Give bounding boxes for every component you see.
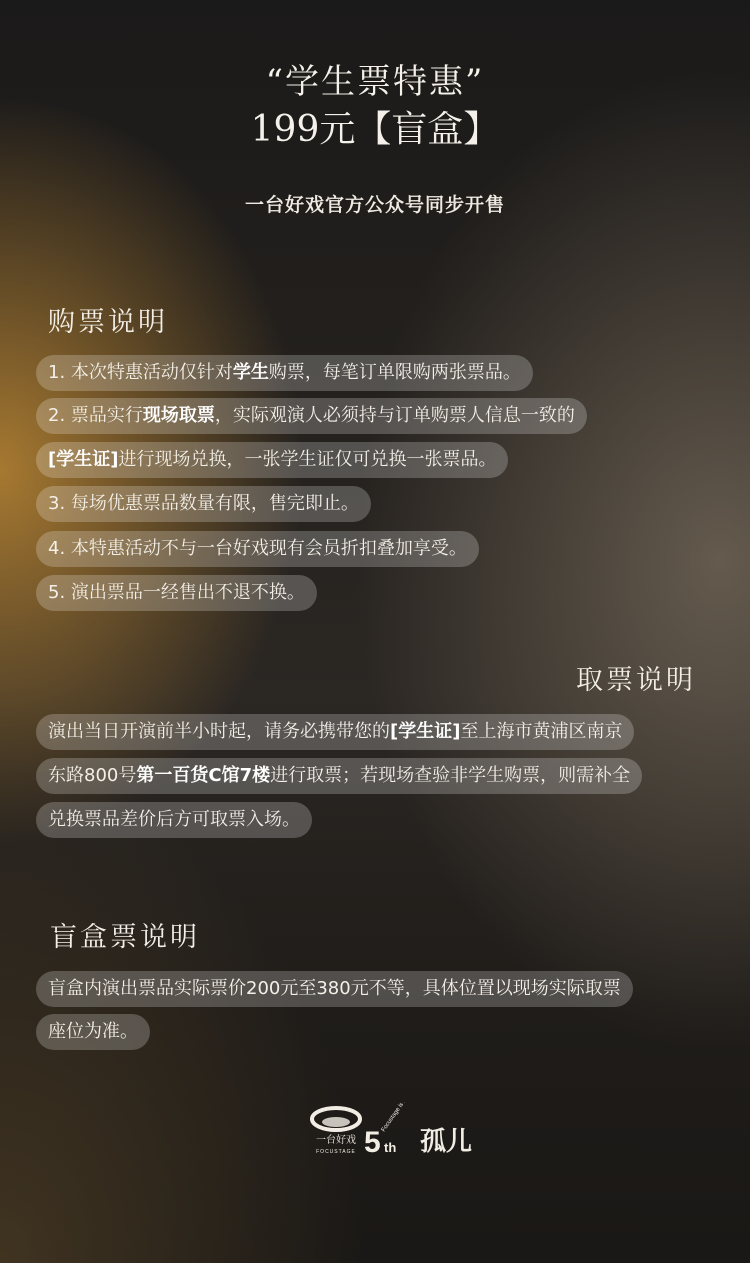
footer-logos <box>0 1102 750 1162</box>
anniversary-logo <box>364 1102 421 1159</box>
purchase-rule-4: 4. 本特惠活动不与一台好戏现有会员折扣叠加享受。 <box>36 531 479 567</box>
header <box>0 62 750 217</box>
show-title-text: 孤儿 <box>419 1127 473 1157</box>
promo-title: “学生票特惠” <box>265 62 485 102</box>
focustage-brand-sub: FOCUSTAGE <box>316 1149 356 1155</box>
blindbox-line-2: 座位为准。 <box>36 1014 150 1050</box>
focustage-brand-text: 一台好戏 <box>316 1135 356 1146</box>
anniversary-tagline: Focustage is New Start <box>380 1102 422 1134</box>
purchase-rule-2: 2. 票品实行现场取票，实际观演人必须持与订单购票人信息一致的 <box>36 398 587 434</box>
purchase-rule-5: 5. 演出票品一经售出不退不换。 <box>36 575 317 611</box>
blindbox-section-title: 盲盒票说明 <box>50 922 200 953</box>
blindbox-line-1: 盲盒内演出票品实际票价200元至380元不等，具体位置以现场实际取票 <box>36 971 633 1007</box>
anniversary-suffix: th <box>384 1140 397 1155</box>
focustage-logo <box>312 1108 360 1155</box>
pickup-line-1: 演出当日开演前半小时起，请务必携带您的[学生证]至上海市黄浦区南京 <box>36 714 634 750</box>
anniversary-number: 5 <box>364 1126 381 1159</box>
purchase-rule-3: 3. 每场优惠票品数量有限，售完即止。 <box>36 486 371 522</box>
promo-subtitle: 一台好戏官方公众号同步开售 <box>244 194 505 216</box>
purchase-rule-2-continued: [学生证]进行现场兑换，一张学生证仅可兑换一张票品。 <box>36 442 508 478</box>
pickup-line-2: 东路800号第一百货C馆7楼进行取票；若现场查验非学生购票，则需补全 <box>36 758 642 794</box>
pickup-line-3: 兑换票品差价后方可取票入场。 <box>36 802 312 838</box>
purchase-section-title: 购票说明 <box>48 307 168 338</box>
promo-price: 199元【盲盒】 <box>250 109 500 150</box>
footer-logo-strip <box>0 1102 750 1162</box>
pickup-section-title: 取票说明 <box>576 665 696 696</box>
purchase-rule-1: 1. 本次特惠活动仅针对学生购票，每笔订单限购两张票品。 <box>36 355 533 391</box>
show-title-logo <box>420 1126 472 1157</box>
